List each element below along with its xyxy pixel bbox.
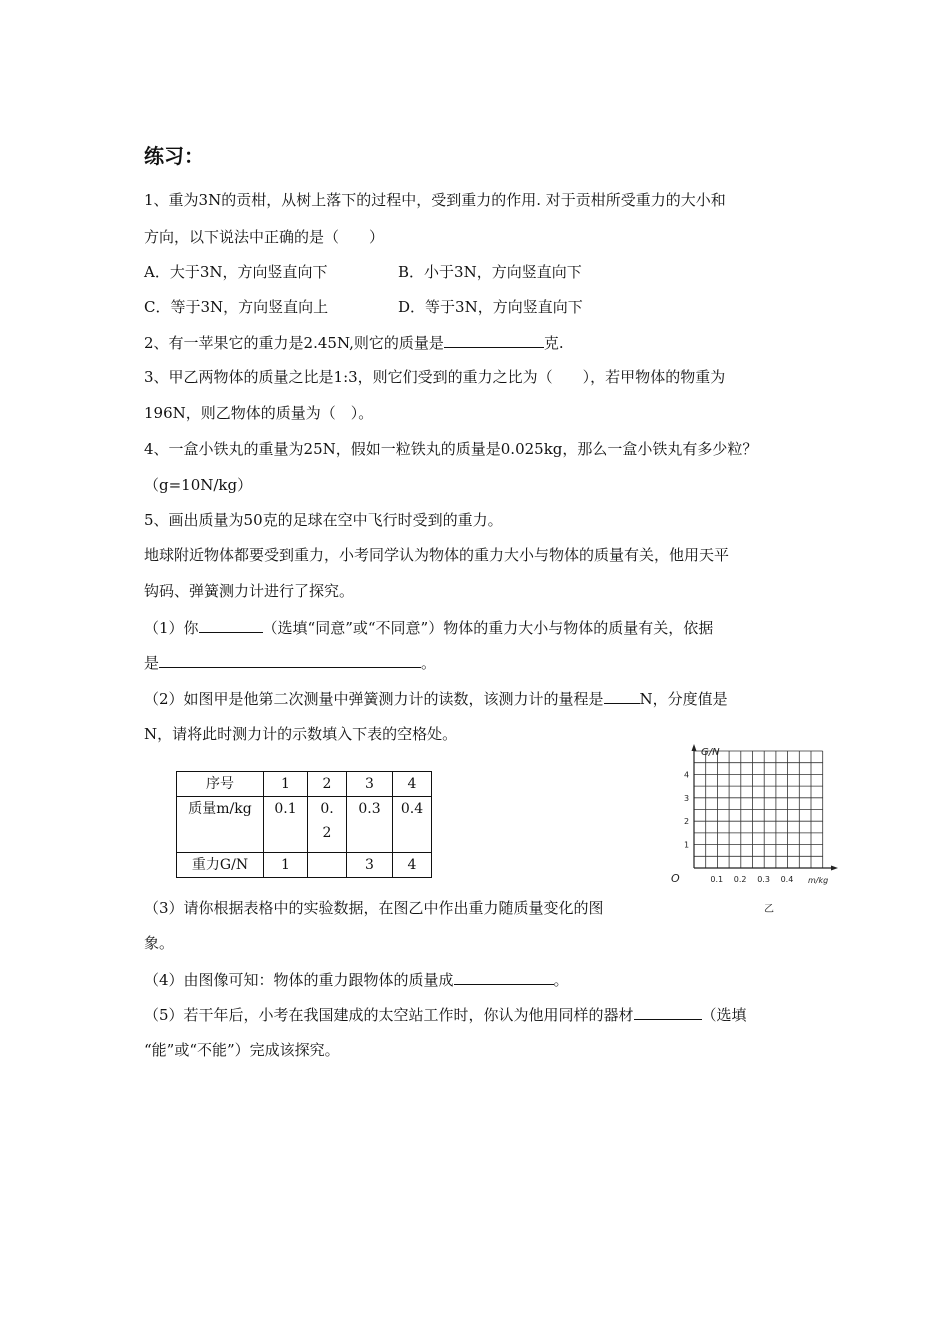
q3-line1: 3、甲乙两物体的质量之比是1:3，则它们受到的重力之比为（ ），若甲物体的物重为 [144,368,726,386]
y-tick-label: 3 [684,793,690,803]
x-tick-label: 0.3 [757,875,770,884]
table-header-weight: 重力G/N [177,853,264,878]
y-axis-label: G/N [701,747,720,758]
table-cell-line: 2 [322,825,332,841]
graph-yi [668,740,848,920]
q2-text-before: 2、有一苹果它的重力是2.45N,则它的质量是 [144,334,444,352]
q1-option-c: C．等于3N，方向竖直向上 [144,298,329,316]
table-cell: 4 [393,772,432,797]
page-title: 练习： [144,144,204,168]
table-row [177,772,432,797]
q5-part3-line2: 象。 [144,934,175,952]
q5-part5-line2: “能”或“不能”）完成该探究。 [144,1041,340,1059]
x-axis-arrow-icon [831,866,838,871]
q1-option-b: B．小于3N，方向竖直向下 [398,263,582,281]
y-tick-label: 2 [684,817,690,827]
q4-line1: 4、一盒小铁丸的重量为25N，假如一粒铁丸的质量是0.025kg，那么一盒小铁丸有多少粒？ [144,440,758,458]
x-axis-label: m/kg [808,876,829,885]
q5-part2-before: （2）如图甲是他第二次测量中弹簧测力计的读数，该测力计的量程是 [144,690,604,708]
q5-intro-line1: 地球附近物体都要受到重力，小考同学认为物体的重力大小与物体的质量有关，他用天平 [144,546,730,564]
data-table [176,771,432,878]
q5-part1-line1 [144,617,713,638]
q1-stem-line1: 1、重为3N的贡柑，从树上落下的过程中，受到重力的作用. 对于贡柑所受重力的大小和 [144,191,726,209]
table-cell: 3 [347,853,393,878]
q5-intro-line2: 钩码、弹簧测力计进行了探究。 [144,582,355,600]
table-header-index: 序号 [177,772,264,797]
q5-part4-before: （4）由图像可知：物体的重力跟物体的质量成 [144,971,454,989]
y-tick-label: 4 [684,770,690,780]
q5-part1-line2-before: 是 [144,654,160,672]
q2-text-after: 克. [543,334,564,352]
q5-part1-after: （选填“同意”或“不同意”）物体的重力大小与物体的质量有关，依据 [262,619,714,637]
q5-part5-line1 [144,1004,747,1025]
table-header-mass: 质量m/kg [177,797,264,853]
graph-grid [694,751,823,868]
q1-option-d: D．等于3N，方向竖直向下 [398,298,583,316]
table-cell: 2 [308,772,347,797]
q1-option-a: A．大于3N，方向竖直向下 [144,263,328,281]
table-cell: 0.3 [347,797,393,853]
q5-part5-blank[interactable] [634,1004,702,1020]
q5-part2-line2: N，请将此时测力计的示数填入下表的空格处。 [144,725,458,743]
q5-part5-after: （选填 [701,1006,747,1024]
table-cell: 0.1 [264,797,308,853]
q5-part3-line1: （3）请你根据表格中的实验数据，在图乙中作出重力随质量变化的图 [144,899,604,917]
table-row [177,853,432,878]
q2-line [144,332,564,353]
table-cell: 1 [264,853,308,878]
y-axis-arrow-icon [692,744,697,751]
q5-part4-line [144,969,569,990]
q5-part4-blank[interactable] [454,969,554,985]
table-cell: 3 [347,772,393,797]
table-cell: 4 [393,853,432,878]
x-tick-label: 0.2 [733,875,747,884]
q5-part5-before: （5）若干年后，小考在我国建成的太空站工作时，你认为他用同样的器材 [144,1006,634,1024]
graph-caption: 乙 [764,904,774,915]
x-tick-label: 0.1 [710,875,724,884]
q5-line1: 5、画出质量为50克的足球在空中飞行时受到的重力。 [144,511,503,529]
table-cell: 0.4 [393,797,432,853]
q5-part2-line1 [144,688,728,709]
table-cell-line: 0. [320,801,334,817]
table-cell-empty-answer[interactable] [308,853,347,878]
y-ticks [684,770,689,849]
q5-part4-after: 。 [553,971,569,989]
q3-line2: 196N，则乙物体的质量为（ ）。 [144,404,374,422]
q5-part1-line2-after: 。 [421,654,437,672]
q5-part1-before: （1）你 [144,619,199,637]
q5-part1-line2 [144,652,436,673]
q1-stem-line2: 方向，以下说法中正确的是（ ） [144,228,385,246]
q5-part2-after: N，分度值是 [639,690,728,708]
q5-part1-reason-blank[interactable] [159,652,421,668]
table-row [177,797,432,853]
q4-line2: （g=10N/kg） [144,476,253,494]
q5-part2-range-blank[interactable] [604,688,640,704]
y-tick-label: 1 [684,840,690,850]
origin-label: O [671,872,680,885]
table-cell [308,797,347,853]
x-ticks [710,875,793,884]
table-cell: 1 [264,772,308,797]
q2-answer-blank[interactable] [444,332,544,348]
q5-part1-blank[interactable] [199,617,263,633]
x-tick-label: 0.4 [780,875,794,884]
